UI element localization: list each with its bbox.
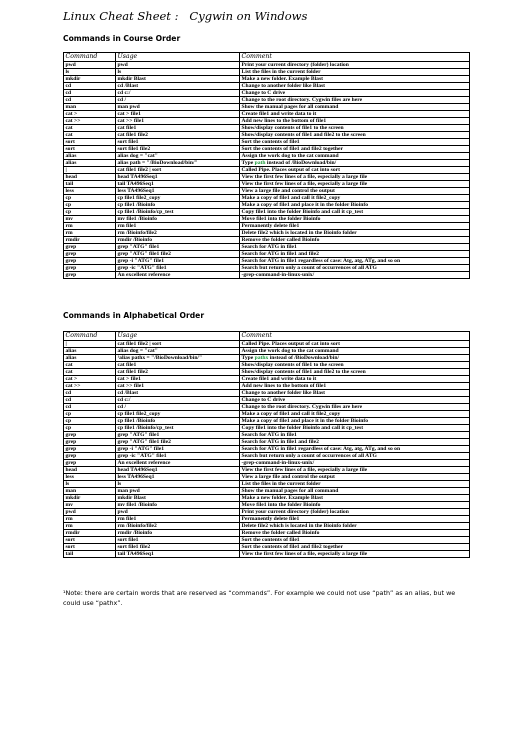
- course-order-table: [63, 52, 470, 279]
- table-row: [64, 209, 470, 216]
- comment-cell: View the first few lines of a file, especially a large file: [240, 467, 470, 474]
- comment-cell: Make a new folder. Example Blast: [240, 76, 470, 83]
- usage-cell: cp file1 file2_copy: [116, 195, 240, 202]
- comment-cell: Type pathx instead of /BioDownload/bin/: [240, 355, 470, 362]
- comment-cell: Assign the work dog to the cat command: [240, 348, 470, 355]
- table-row: [64, 272, 470, 279]
- usage-cell: cat file1 file2 | sort: [116, 167, 240, 174]
- table-row: [64, 488, 470, 495]
- comment-cell: Search for ATG in file1 and file2: [240, 439, 470, 446]
- comment-cell: Move file1 into the folder Bioinfo: [240, 502, 470, 509]
- table-row: [64, 97, 470, 104]
- command-cell: cat: [64, 132, 116, 139]
- usage-cell: ¹alias pathx = "/BioDownload/bin/": [116, 355, 240, 362]
- command-cell: grep: [64, 439, 116, 446]
- table-row: [64, 355, 470, 362]
- comment-cell: Show/display contents of file1 to the screen: [240, 125, 470, 132]
- alphabetical-order-rows: [64, 341, 470, 558]
- comment-cell: Assign the work dog to the cat command: [240, 153, 470, 160]
- table-row: [64, 90, 470, 97]
- table-header-row: [64, 53, 470, 62]
- usage-cell: cd /Blast: [116, 390, 240, 397]
- comment-cell: Show/display contents of file1 and file2 to the screen: [240, 132, 470, 139]
- table-row: [64, 125, 470, 132]
- usage-cell: cat > file1: [116, 376, 240, 383]
- command-cell: rm: [64, 223, 116, 230]
- table-row: [64, 509, 470, 516]
- usage-cell: cp file1 /Bioinfo: [116, 202, 240, 209]
- table-row: [64, 481, 470, 488]
- command-cell: ls: [64, 69, 116, 76]
- usage-cell: alias path = "/BioDownload/bin/": [116, 160, 240, 167]
- footnote: ¹Note: there are certain words that are reserved as “commands”. For example we could not use “path” as an alias, but we could use “pathx”.: [63, 589, 456, 607]
- table-row: [64, 439, 470, 446]
- comment-cell: Change to another folder like Blast: [240, 83, 470, 90]
- usage-cell: rmdir /Bioinfo: [116, 237, 240, 244]
- usage-cell: cat file1 file2: [116, 369, 240, 376]
- usage-cell: alias dog = "cat": [116, 348, 240, 355]
- command-cell: grep: [64, 446, 116, 453]
- table-row: [64, 383, 470, 390]
- table-row: [64, 446, 470, 453]
- table-row: [64, 474, 470, 481]
- command-cell: grep: [64, 453, 116, 460]
- table-row: [64, 432, 470, 439]
- table-row: [64, 202, 470, 209]
- table-row: [64, 160, 470, 167]
- table-row: [64, 174, 470, 181]
- table-row: [64, 460, 470, 467]
- command-cell: rm: [64, 516, 116, 523]
- command-cell: cd: [64, 390, 116, 397]
- table-row: [64, 495, 470, 502]
- command-cell: tail: [64, 181, 116, 188]
- command-cell: grep: [64, 251, 116, 258]
- comment-cell: Show/display contents of file1 and file2 to the screen: [240, 369, 470, 376]
- comment-cell: View the first few lines of a file, especially a large file: [240, 181, 470, 188]
- usage-cell: mv file1 /Bioinfo: [116, 502, 240, 509]
- comment-cell: Delete file2 which is located in the Bioinfo folder: [240, 523, 470, 530]
- comment-cell: List the files in the current folder: [240, 69, 470, 76]
- comment-cell: Permanently delete file1: [240, 516, 470, 523]
- command-cell: mkdir: [64, 495, 116, 502]
- usage-cell: grep -ic "ATG" file1: [116, 453, 240, 460]
- table-row: [64, 404, 470, 411]
- command-cell: alias: [64, 160, 116, 167]
- usage-cell: rm /Bioinfo/file2: [116, 523, 240, 530]
- comment-cell: Search but return only a count of occurrences of all ATG: [240, 453, 470, 460]
- table-row: [64, 62, 470, 69]
- command-cell: sort: [64, 537, 116, 544]
- usage-cell: ls: [116, 481, 240, 488]
- command-cell: grep: [64, 258, 116, 265]
- comment-cell: Print your current directory (folder) location: [240, 62, 470, 69]
- column-header-usage: Usage: [116, 332, 240, 341]
- usage-cell: cp file1 file2_copy: [116, 411, 240, 418]
- command-cell: rmdir: [64, 530, 116, 537]
- command-cell: alias: [64, 153, 116, 160]
- table-row: [64, 244, 470, 251]
- table-row: [64, 502, 470, 509]
- command-cell: cat: [64, 125, 116, 132]
- command-cell: alias: [64, 355, 116, 362]
- command-cell: pwd: [64, 509, 116, 516]
- usage-cell: rm file1: [116, 516, 240, 523]
- column-header-command: Command: [64, 53, 116, 62]
- highlighted-word: path: [254, 160, 266, 166]
- command-cell: rm: [64, 230, 116, 237]
- usage-cell: grep "ATG" file1: [116, 244, 240, 251]
- usage-cell: cat file1: [116, 362, 240, 369]
- table-row: [64, 153, 470, 160]
- command-cell: cat >>: [64, 383, 116, 390]
- table-row: [64, 69, 470, 76]
- usage-cell: An excellent reference: [116, 272, 240, 279]
- command-cell: cd: [64, 90, 116, 97]
- command-cell: |: [64, 167, 116, 174]
- table-row: [64, 551, 470, 558]
- comment-cell: Permanently delete file1: [240, 223, 470, 230]
- comment-cell: Show the manual pages for all command: [240, 488, 470, 495]
- command-cell: rm: [64, 523, 116, 530]
- command-cell: rmdir: [64, 237, 116, 244]
- command-cell: man: [64, 488, 116, 495]
- comment-cell: Change to C drive: [240, 397, 470, 404]
- comment-cell: Show the manual pages for all command: [240, 104, 470, 111]
- command-cell: man: [64, 104, 116, 111]
- table-row: [64, 376, 470, 383]
- usage-cell: sort file1: [116, 139, 240, 146]
- command-cell: sort: [64, 544, 116, 551]
- command-cell: grep: [64, 265, 116, 272]
- table-row: [64, 418, 470, 425]
- table-row: [64, 111, 470, 118]
- command-cell: grep: [64, 460, 116, 467]
- command-cell: cat >: [64, 111, 116, 118]
- table-row: [64, 537, 470, 544]
- table-row: [64, 369, 470, 376]
- usage-cell: sort file1 file2: [116, 146, 240, 153]
- command-cell: sort: [64, 139, 116, 146]
- comment-cell: Create file1 and write data to it: [240, 111, 470, 118]
- comment-cell: Search for ATG in file1: [240, 244, 470, 251]
- comment-cell: Copy file1 into the folder Bioinfo and call it cp_test: [240, 209, 470, 216]
- alphabetical-order-table: [63, 331, 470, 558]
- command-cell: grep: [64, 272, 116, 279]
- table-row: [64, 167, 470, 174]
- usage-cell: grep "ATG" file1: [116, 432, 240, 439]
- command-cell: mv: [64, 216, 116, 223]
- command-cell: cd: [64, 97, 116, 104]
- comment-cell: View a large file and control the output: [240, 474, 470, 481]
- command-cell: head: [64, 467, 116, 474]
- table-row: [64, 223, 470, 230]
- usage-cell: grep -i "ATG" file1: [116, 446, 240, 453]
- usage-cell: grep -i "ATG" file1: [116, 258, 240, 265]
- comment-cell: Sort the contents of file1: [240, 537, 470, 544]
- column-header-comment: Comment: [240, 332, 470, 341]
- table-row: [64, 453, 470, 460]
- table-row: [64, 516, 470, 523]
- comment-cell: Search but return only a count of occurrences of all ATG: [240, 265, 470, 272]
- command-cell: cd: [64, 83, 116, 90]
- usage-cell: cd /: [116, 97, 240, 104]
- column-header-comment: Comment: [240, 53, 470, 62]
- table-row: [64, 76, 470, 83]
- usage-cell: cat file1 file2: [116, 132, 240, 139]
- table-row: [64, 230, 470, 237]
- usage-cell: man pwd: [116, 104, 240, 111]
- comment-cell: Sort the contents of file1: [240, 139, 470, 146]
- comment-cell: Change to the root directory. Cygwin files are here: [240, 404, 470, 411]
- usage-cell: cat >> file1: [116, 383, 240, 390]
- comment-cell: Search for ATG in file1 regardless of case: Atg, atg, ATg, and so on: [240, 446, 470, 453]
- table-row: [64, 341, 470, 348]
- usage-cell: grep "ATG" file1 file2: [116, 251, 240, 258]
- comment-cell: Make a copy of file1 and call it file2_copy: [240, 411, 470, 418]
- page-title: Linux Cheat Sheet : Cygwin on Windows: [63, 9, 308, 23]
- command-cell: cd: [64, 397, 116, 404]
- table-row: [64, 216, 470, 223]
- comment-cell: Move file1 into the folder Bioinfo: [240, 216, 470, 223]
- command-cell: cp: [64, 195, 116, 202]
- comment-cell: Search for ATG in file1: [240, 432, 470, 439]
- table-row: [64, 258, 470, 265]
- comment-cell: Add new lines to the bottom of file1: [240, 383, 470, 390]
- command-cell: cat >>: [64, 118, 116, 125]
- alphabetical-order-heading: Commands in Alphabetical Order: [63, 311, 205, 320]
- comment-cell: Make a copy of file1 and place it in the folder Bioinfo: [240, 202, 470, 209]
- comment-cell: Search for ATG in file1 regardless of case: Atg, atg, ATg, and so on: [240, 258, 470, 265]
- table-row: [64, 118, 470, 125]
- command-cell: ls: [64, 481, 116, 488]
- command-cell: cp: [64, 202, 116, 209]
- usage-cell: rmdir /Bioinfo: [116, 530, 240, 537]
- command-cell: mv: [64, 502, 116, 509]
- comment-cell: Search for ATG in file1 and file2: [240, 251, 470, 258]
- command-cell: cp: [64, 209, 116, 216]
- comment-cell: -grep-command-in-linux-unix/: [240, 272, 470, 279]
- comment-cell: View the first few lines of a file, especially a large file: [240, 174, 470, 181]
- command-cell: cat: [64, 362, 116, 369]
- table-row: [64, 132, 470, 139]
- usage-cell: pwd: [116, 62, 240, 69]
- command-cell: |: [64, 341, 116, 348]
- usage-cell: mv file1 /Bioinfo: [116, 216, 240, 223]
- usage-cell: rm /Bioinfo/file2: [116, 230, 240, 237]
- table-row: [64, 181, 470, 188]
- usage-cell: sort file1 file2: [116, 544, 240, 551]
- comment-cell: Make a copy of file1 and call it file2_copy: [240, 195, 470, 202]
- usage-cell: cd c:/: [116, 397, 240, 404]
- highlighted-word: pathx: [254, 355, 269, 361]
- table-row: [64, 523, 470, 530]
- table-row: [64, 265, 470, 272]
- usage-cell: cat >> file1: [116, 118, 240, 125]
- command-cell: tail: [64, 551, 116, 558]
- comment-cell: View the first few lines of a file, especially a large file: [240, 551, 470, 558]
- usage-cell: cat file1: [116, 125, 240, 132]
- usage-cell: cd /: [116, 404, 240, 411]
- usage-cell: grep -ic "ATG" file1: [116, 265, 240, 272]
- comment-cell: Print your current directory (folder) location: [240, 509, 470, 516]
- usage-cell: sort file1: [116, 537, 240, 544]
- usage-cell: less TA496Seq1: [116, 188, 240, 195]
- table-row: [64, 139, 470, 146]
- comment-cell: Copy file1 into the folder Bioinfo and call it cp_test: [240, 425, 470, 432]
- table-row: [64, 397, 470, 404]
- table-row: [64, 530, 470, 537]
- usage-cell: cp file1 /Bioinfo/cp_test: [116, 425, 240, 432]
- column-header-command: Command: [64, 332, 116, 341]
- comment-cell: Change to C drive: [240, 90, 470, 97]
- comment-cell: Make a new folder. Example Blast: [240, 495, 470, 502]
- usage-cell: cd c:/: [116, 90, 240, 97]
- usage-cell: cat > file1: [116, 111, 240, 118]
- table-row: [64, 425, 470, 432]
- command-cell: less: [64, 474, 116, 481]
- command-cell: grep: [64, 432, 116, 439]
- usage-cell: grep "ATG" file1 file2: [116, 439, 240, 446]
- table-row: [64, 146, 470, 153]
- command-cell: alias: [64, 348, 116, 355]
- command-cell: cp: [64, 425, 116, 432]
- comment-cell: Called Pipe. Places output of cat into sort: [240, 341, 470, 348]
- command-cell: less: [64, 188, 116, 195]
- command-cell: cp: [64, 411, 116, 418]
- command-cell: cp: [64, 418, 116, 425]
- usage-cell: alias dog = "cat": [116, 153, 240, 160]
- table-row: [64, 83, 470, 90]
- usage-cell: cd /Blast: [116, 83, 240, 90]
- table-row: [64, 362, 470, 369]
- usage-cell: head TA496Seq1: [116, 467, 240, 474]
- comment-cell: Type path instead of /BioDownload/bin/: [240, 160, 470, 167]
- command-cell: grep: [64, 244, 116, 251]
- usage-cell: tail TA496Seq1: [116, 551, 240, 558]
- comment-cell: -grep-command-in-linux-unix/: [240, 460, 470, 467]
- command-cell: cat >: [64, 376, 116, 383]
- usage-cell: rm file1: [116, 223, 240, 230]
- usage-cell: mkdir Blast: [116, 495, 240, 502]
- command-cell: mkdir: [64, 76, 116, 83]
- comment-cell: Change to another folder like Blast: [240, 390, 470, 397]
- comment-cell: Remove the folder called Bioinfo: [240, 237, 470, 244]
- table-row: [64, 544, 470, 551]
- command-cell: pwd: [64, 62, 116, 69]
- command-cell: cat: [64, 369, 116, 376]
- usage-cell: tail TA496Seq1: [116, 181, 240, 188]
- comment-cell: Sort the contents of file1 and file2 together: [240, 544, 470, 551]
- comment-cell: Show/display contents of file1 to the screen: [240, 362, 470, 369]
- command-cell: head: [64, 174, 116, 181]
- column-header-usage: Usage: [116, 53, 240, 62]
- table-row: [64, 104, 470, 111]
- usage-cell: mkdir Blast: [116, 76, 240, 83]
- comment-cell: Delete file2 which is located in the Bioinfo folder: [240, 230, 470, 237]
- usage-cell: pwd: [116, 509, 240, 516]
- usage-cell: cp file1 /Bioinfo: [116, 418, 240, 425]
- comment-cell: Make a copy of file1 and place it in the folder Bioinfo: [240, 418, 470, 425]
- table-row: [64, 390, 470, 397]
- usage-cell: less TA496Seq1: [116, 474, 240, 481]
- command-cell: sort: [64, 146, 116, 153]
- comment-cell: View a large file and control the output: [240, 188, 470, 195]
- usage-cell: ls: [116, 69, 240, 76]
- comment-cell: Called Pipe. Places output of cat into sort: [240, 167, 470, 174]
- comment-cell: Sort the contents of file1 and file2 together: [240, 146, 470, 153]
- table-row: [64, 411, 470, 418]
- comment-cell: List the files in the current folder: [240, 481, 470, 488]
- table-row: [64, 237, 470, 244]
- usage-cell: cp file1 /Bioinfo/cp_test: [116, 209, 240, 216]
- table-row: [64, 348, 470, 355]
- table-row: [64, 195, 470, 202]
- comment-cell: Create file1 and write data to it: [240, 376, 470, 383]
- comment-cell: Add new lines to the bottom of file1: [240, 118, 470, 125]
- usage-cell: head TA496Seq1: [116, 174, 240, 181]
- table-row: [64, 188, 470, 195]
- comment-cell: Remove the folder called Bioinfo: [240, 530, 470, 537]
- comment-cell: Change to the root directory. Cygwin files are here: [240, 97, 470, 104]
- course-order-heading: Commands in Course Order: [63, 34, 181, 43]
- usage-cell: cat file1 file2 | sort: [116, 341, 240, 348]
- command-cell: cd: [64, 404, 116, 411]
- course-order-rows: [64, 62, 470, 279]
- table-row: [64, 467, 470, 474]
- table-header-row: [64, 332, 470, 341]
- usage-cell: An excellent reference: [116, 460, 240, 467]
- table-row: [64, 251, 470, 258]
- usage-cell: man pwd: [116, 488, 240, 495]
